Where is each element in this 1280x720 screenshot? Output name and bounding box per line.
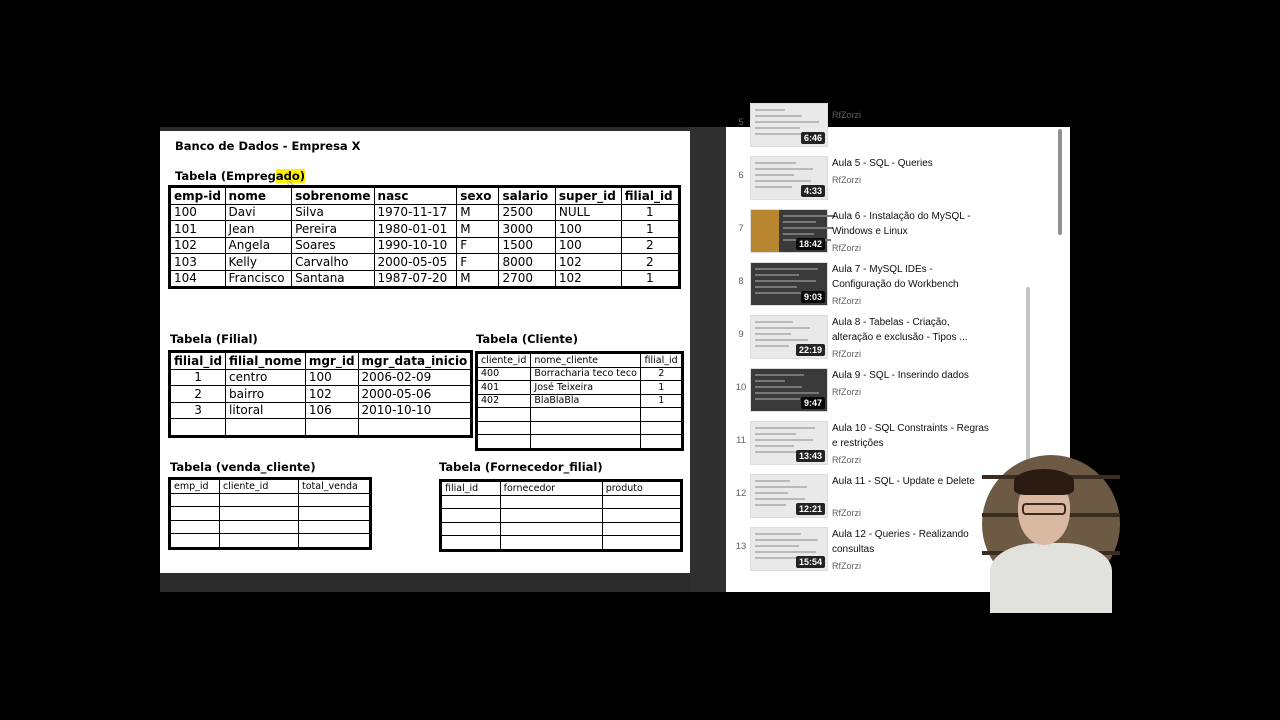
table-row <box>170 221 680 238</box>
table-cell <box>531 421 641 435</box>
video-thumbnail[interactable] <box>750 474 828 518</box>
playlist-index: 12 <box>735 488 747 499</box>
video-duration: 9:47 <box>801 397 825 409</box>
table-row <box>170 386 472 403</box>
table-cell <box>220 493 299 507</box>
venda-cliente-table <box>168 477 372 550</box>
channel-name[interactable]: RfZorzi <box>832 387 861 397</box>
table-cell: 401 <box>477 381 531 395</box>
playlist-index: 8 <box>738 276 744 287</box>
column-header: cliente_id <box>477 353 531 368</box>
table-cell: 102 <box>555 270 621 288</box>
column-header: total_venda <box>299 479 371 494</box>
table-cell: Soares <box>292 237 374 254</box>
empty-row <box>477 408 683 422</box>
table-cell: BlaBlaBla <box>531 394 641 408</box>
table-cell: 402 <box>477 394 531 408</box>
empty-row <box>441 522 682 536</box>
table-cell: NULL <box>555 204 621 221</box>
table-cell <box>641 421 683 435</box>
video-duration: 15:54 <box>796 556 825 568</box>
table-header-row <box>170 187 680 205</box>
playlist-index: 11 <box>736 435 746 446</box>
table-cell: 100 <box>555 221 621 238</box>
table-cell <box>170 507 220 521</box>
table-cell: 3 <box>170 402 226 419</box>
column-header: sobrenome <box>292 187 374 205</box>
table-cell: José Teixeira <box>531 381 641 395</box>
table-cell <box>477 408 531 422</box>
video-title[interactable]: Aula 11 - SQL - Update e Delete <box>832 476 975 487</box>
column-header: produto <box>602 481 681 496</box>
table-cell: 100 <box>305 369 358 386</box>
table-cell: 100 <box>170 204 226 221</box>
table-cell: 2006-02-09 <box>358 369 472 386</box>
empregado-caption <box>175 169 305 183</box>
video-duration: 6:46 <box>801 132 825 144</box>
video-thumbnail[interactable] <box>750 103 828 147</box>
table-cell: litoral <box>226 402 306 419</box>
table-cell: M <box>457 270 499 288</box>
table-cell: 101 <box>170 221 226 238</box>
column-header: filial_id <box>641 353 683 368</box>
table-cell <box>441 509 501 523</box>
table-cell <box>441 522 501 536</box>
column-header: fornecedor <box>500 481 602 496</box>
table-cell: 1 <box>621 270 679 288</box>
table-cell: Pereira <box>292 221 374 238</box>
empty-row <box>170 419 472 437</box>
playlist-index: 6 <box>738 170 744 181</box>
column-header: mgr_data_inicio <box>358 352 472 370</box>
playlist-item[interactable] <box>726 309 1056 362</box>
table-cell: Kelly <box>225 254 292 271</box>
column-header: sexo <box>457 187 499 205</box>
video-duration: 9:03 <box>801 291 825 303</box>
cliente-caption: Tabela (Cliente) <box>476 332 578 346</box>
document-title: Banco de Dados - Empresa X <box>175 139 361 153</box>
channel-name[interactable]: RfZorzi <box>832 349 861 359</box>
table-cell: 2000-05-06 <box>358 386 472 403</box>
table-cell: Francisco <box>225 270 292 288</box>
video-thumbnail[interactable] <box>750 156 828 200</box>
table-row <box>170 369 472 386</box>
playlist-item[interactable] <box>726 203 1056 256</box>
table-cell <box>477 435 531 450</box>
channel-name[interactable]: RfZorzi <box>832 508 861 518</box>
table-cell: 2000-05-05 <box>374 254 457 271</box>
fornecedor-filial-table <box>439 479 683 552</box>
table-cell: 1 <box>170 369 226 386</box>
video-thumbnail[interactable] <box>750 368 828 412</box>
table-row <box>170 254 680 271</box>
fornecedor-filial-caption: Tabela (Fornecedor_filial) <box>439 460 603 474</box>
table-cell: centro <box>226 369 306 386</box>
table-cell: 1 <box>641 394 683 408</box>
empregado-caption-text: Tabela (Empreg <box>175 169 276 183</box>
column-header: nome_cliente <box>531 353 641 368</box>
channel-name[interactable]: RfZorzi <box>832 110 861 120</box>
playlist-scrollbar[interactable] <box>1058 129 1062 235</box>
table-cell <box>299 534 371 549</box>
table-cell <box>220 534 299 549</box>
table-cell <box>170 419 226 437</box>
table-cell: M <box>457 221 499 238</box>
table-cell <box>602 509 681 523</box>
video-title[interactable]: Aula 10 - SQL Constraints - Regras e restrições <box>832 423 989 449</box>
table-row <box>477 381 683 395</box>
table-cell: 1990-10-10 <box>374 237 457 254</box>
table-cell: F <box>457 254 499 271</box>
table-cell: 102 <box>170 237 226 254</box>
table-cell <box>305 419 358 437</box>
channel-name[interactable]: RfZorzi <box>832 243 861 253</box>
table-cell <box>170 493 220 507</box>
table-cell <box>500 522 602 536</box>
table-row <box>170 270 680 288</box>
table-cell <box>226 419 306 437</box>
column-header: filial_id <box>170 352 226 370</box>
video-title[interactable]: Aula 8 - Tabelas - Criação, alteração e exclusão - Tipos ... <box>832 317 968 343</box>
column-header: filial_id <box>621 187 679 205</box>
table-cell: 2 <box>621 237 679 254</box>
table-cell: Angela <box>225 237 292 254</box>
filial-caption: Tabela (Filial) <box>170 332 258 346</box>
empregado-caption-highlight: ado) <box>275 169 306 183</box>
table-cell: 1970-11-17 <box>374 204 457 221</box>
channel-name[interactable]: RfZorzi <box>832 561 861 571</box>
empty-row <box>441 536 682 551</box>
table-cell <box>602 522 681 536</box>
table-cell: 2700 <box>499 270 555 288</box>
table-cell: 1987-07-20 <box>374 270 457 288</box>
empty-row <box>441 509 682 523</box>
empty-row <box>170 534 371 549</box>
table-cell <box>531 435 641 450</box>
video-thumbnail[interactable] <box>750 527 828 571</box>
table-cell: 103 <box>170 254 226 271</box>
column-header: nasc <box>374 187 457 205</box>
spreadsheet-document <box>160 131 690 573</box>
table-cell: 400 <box>477 367 531 381</box>
cliente-table <box>475 351 684 451</box>
divider-bar <box>690 127 726 592</box>
table-cell: 2 <box>641 367 683 381</box>
channel-name[interactable]: RfZorzi <box>832 175 861 185</box>
table-cell <box>299 507 371 521</box>
table-cell <box>441 536 501 551</box>
table-header-row <box>477 353 683 368</box>
table-cell: Davi <box>225 204 292 221</box>
table-cell <box>641 408 683 422</box>
playlist-item[interactable] <box>726 97 1056 150</box>
column-header: filial_id <box>441 481 501 496</box>
table-cell: 100 <box>555 237 621 254</box>
table-row <box>477 394 683 408</box>
playlist-index: 13 <box>735 541 747 552</box>
video-duration: 18:42 <box>796 238 825 250</box>
channel-name[interactable]: RfZorzi <box>832 455 861 465</box>
screen-capture <box>160 110 1070 592</box>
empty-row <box>477 435 683 450</box>
table-cell <box>358 419 472 437</box>
video-thumbnail[interactable] <box>750 262 828 306</box>
table-cell: M <box>457 204 499 221</box>
table-header-row <box>441 481 682 496</box>
table-cell: 2500 <box>499 204 555 221</box>
empty-row <box>441 495 682 509</box>
table-cell: bairro <box>226 386 306 403</box>
table-cell <box>641 435 683 450</box>
video-thumbnail[interactable] <box>750 421 828 465</box>
table-cell: F <box>457 237 499 254</box>
table-cell: Borracharia teco teco <box>531 367 641 381</box>
playlist-index: 10 <box>735 382 747 393</box>
table-cell: Carvalho <box>292 254 374 271</box>
playlist-item[interactable] <box>726 415 1056 468</box>
column-header: cliente_id <box>220 479 299 494</box>
table-cell <box>500 509 602 523</box>
playlist-item[interactable] <box>726 150 1056 203</box>
table-cell <box>500 495 602 509</box>
column-header: super_id <box>555 187 621 205</box>
column-header: mgr_id <box>305 352 358 370</box>
table-cell <box>170 534 220 549</box>
table-row <box>170 402 472 419</box>
video-duration: 12:21 <box>796 503 825 515</box>
video-duration: 22:19 <box>796 344 825 356</box>
video-duration: 4:33 <box>801 185 825 197</box>
table-cell: 3000 <box>499 221 555 238</box>
empty-row <box>170 493 371 507</box>
video-title[interactable]: Aula 9 - SQL - Inserindo dados <box>832 370 969 381</box>
video-thumbnail[interactable] <box>750 315 828 359</box>
empty-row <box>170 507 371 521</box>
filial-table <box>168 350 473 438</box>
table-cell <box>602 495 681 509</box>
table-cell: Silva <box>292 204 374 221</box>
table-cell: 2 <box>621 254 679 271</box>
column-header: filial_nome <box>226 352 306 370</box>
table-cell: 102 <box>305 386 358 403</box>
channel-name[interactable]: RfZorzi <box>832 296 861 306</box>
table-cell <box>220 507 299 521</box>
table-cell <box>299 520 371 534</box>
table-cell: 1980-01-01 <box>374 221 457 238</box>
column-header: emp-id <box>170 187 226 205</box>
table-cell <box>170 520 220 534</box>
table-cell <box>299 493 371 507</box>
column-header: emp_id <box>170 479 220 494</box>
playlist-index: 7 <box>738 223 744 234</box>
video-title[interactable]: Aula 5 - SQL - Queries <box>832 158 933 169</box>
playlist-index: 9 <box>738 329 744 340</box>
table-cell: 1 <box>621 221 679 238</box>
table-cell: 2010-10-10 <box>358 402 472 419</box>
webcam-overlay <box>982 455 1120 593</box>
table-cell: 2 <box>170 386 226 403</box>
empty-row <box>170 520 371 534</box>
table-cell <box>602 536 681 551</box>
table-cell: 106 <box>305 402 358 419</box>
empregado-table <box>168 185 681 289</box>
playlist-item[interactable] <box>726 362 1056 415</box>
table-cell <box>500 536 602 551</box>
table-cell: Santana <box>292 270 374 288</box>
table-cell: Jean <box>225 221 292 238</box>
video-title[interactable]: Aula 12 - Queries - Realizando consultas <box>832 529 969 555</box>
column-header: nome <box>225 187 292 205</box>
playlist-index: 5 <box>738 117 744 128</box>
video-title[interactable]: Aula 6 - Instalação do MySQL - Windows e Linux <box>832 211 971 237</box>
video-duration: 13:43 <box>796 450 825 462</box>
table-header-row <box>170 352 472 370</box>
table-cell <box>220 520 299 534</box>
table-cell: 1500 <box>499 237 555 254</box>
table-cell: 104 <box>170 270 226 288</box>
playlist-item[interactable] <box>726 256 1056 309</box>
table-cell <box>531 408 641 422</box>
table-cell: 102 <box>555 254 621 271</box>
table-row <box>170 237 680 254</box>
column-header: salario <box>499 187 555 205</box>
table-cell: 8000 <box>499 254 555 271</box>
table-header-row <box>170 479 371 494</box>
empty-row <box>477 421 683 435</box>
table-row <box>170 204 680 221</box>
table-cell: 1 <box>621 204 679 221</box>
table-cell <box>441 495 501 509</box>
video-thumbnail[interactable] <box>750 209 828 253</box>
table-cell: 1 <box>641 381 683 395</box>
table-cell <box>477 421 531 435</box>
video-title[interactable]: Aula 7 - MySQL IDEs - Configuração do Workbench <box>832 264 959 290</box>
table-row <box>477 367 683 381</box>
venda-cliente-caption: Tabela (venda_cliente) <box>170 460 316 474</box>
